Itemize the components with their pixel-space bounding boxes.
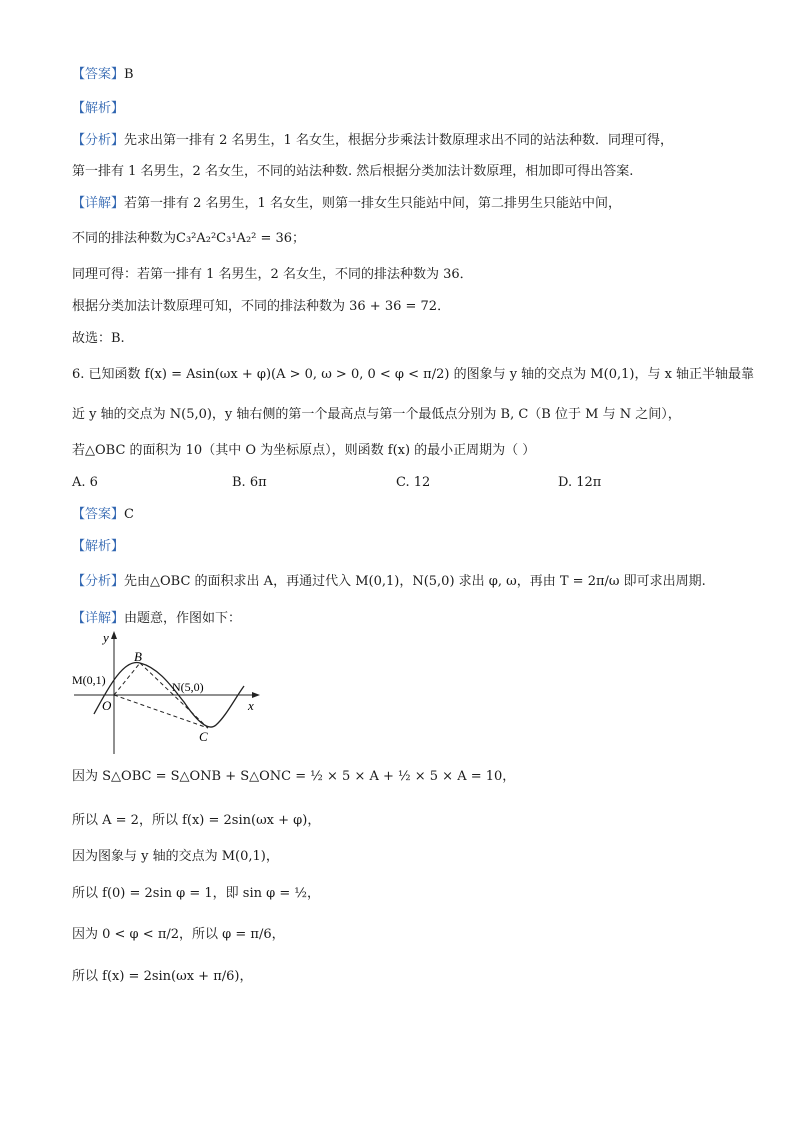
q5-answer-line bbox=[72, 66, 134, 84]
analysis-tag: 【解析】 bbox=[72, 539, 125, 554]
xiangjie-tag: 【详解】 bbox=[72, 611, 125, 626]
answer-value: B bbox=[124, 67, 134, 82]
q5-same-line: 同理可得：若第一排有 1 名男生，2 名女生，不同的排法种数为 36． bbox=[72, 267, 473, 282]
q6-fenxi-line bbox=[72, 573, 706, 591]
answer-tag: 【答案】 bbox=[72, 67, 125, 82]
q5-fenxi-line-1 bbox=[72, 132, 673, 150]
label-o: O bbox=[102, 698, 112, 713]
q6-analysis-heading bbox=[72, 538, 124, 556]
xiangjie-text: 若第一排有 2 名男生，1 名女生，则第一排女生只能站中间，第二排男生只能站中间， bbox=[124, 196, 621, 211]
q6-solution-line-3: 因为图象与 y 轴的交点为 M(0,1)， bbox=[72, 849, 279, 864]
xiangjie-text: 由题意，作图如下： bbox=[124, 611, 242, 626]
q6-answer-line bbox=[72, 506, 134, 524]
label-x: x bbox=[248, 698, 254, 713]
label-b: B bbox=[134, 649, 142, 664]
q6-solution-line-6: 所以 f(x) = 2sin(ωx + π/6)， bbox=[72, 969, 253, 984]
sine-graph-figure bbox=[68, 628, 268, 758]
y-axis-arrow bbox=[111, 631, 117, 639]
label-c: C bbox=[199, 729, 208, 744]
q5-sum-line: 根据分类加法计数原理可知，不同的排法种数为 36 + 36 = 72． bbox=[72, 299, 451, 314]
q6-stem-line-1: 6. 已知函数 f(x) = Asin(ωx + φ)(A > 0, ω > 0, 0 < φ < π/2) 的图象与 y 轴的交点为 M(0,1)，与 x 轴正半轴最靠 bbox=[72, 367, 755, 382]
label-y: y bbox=[103, 630, 109, 645]
xiangjie-tag: 【详解】 bbox=[72, 196, 125, 211]
q6-option-b: B. 6π bbox=[232, 475, 267, 490]
segment-ob bbox=[114, 663, 140, 695]
q5-fenxi-line-2: 第一排有 1 名男生，2 名女生，不同的站法种数. 然后根据分类加法计数原理，相加即可得出答案. bbox=[72, 164, 634, 179]
q6-solution-line-5: 因为 0 < φ < π/2，所以 φ = π/6， bbox=[72, 927, 285, 942]
q5-choose-line: 故选：B. bbox=[72, 331, 125, 346]
analysis-tag: 【解析】 bbox=[72, 101, 125, 116]
fenxi-tag: 【分析】 bbox=[72, 133, 125, 148]
label-m: M(0,1) bbox=[72, 673, 106, 687]
q5-count-line: 不同的排法种数为C₃²A₂²C₃¹A₂² = 36； bbox=[72, 231, 306, 246]
q6-stem-line-3: 若△OBC 的面积为 10（其中 O 为坐标原点），则函数 f(x) 的最小正周期为（ ） bbox=[72, 443, 536, 458]
q5-analysis-heading bbox=[72, 100, 124, 118]
q6-solution-line-1: 因为 S△OBC = S△ONB + S△ONC = ½ × 5 × A + ½ × 5 × A = 10， bbox=[72, 769, 516, 784]
q6-solution-line-4: 所以 f(0) = 2sin φ = 1，即 sin φ = ½， bbox=[72, 886, 320, 901]
fenxi-text: 先由△OBC 的面积求出 A，再通过代入 M(0,1)，N(5,0) 求出 φ, ω，再由 T = 2π/ω 即可求出周期. bbox=[124, 574, 706, 589]
fenxi-text: 先求出第一排有 2 名男生，1 名女生，根据分步乘法计数原理求出不同的站法种数．同理可得， bbox=[124, 133, 673, 148]
q6-solution-line-2: 所以 A = 2，所以 f(x) = 2sin(ωx + φ)， bbox=[72, 813, 321, 828]
answer-tag: 【答案】 bbox=[72, 507, 125, 522]
q6-option-c: C. 12 bbox=[396, 475, 431, 490]
segment-oc bbox=[114, 695, 208, 728]
answer-value: C bbox=[124, 507, 134, 522]
q6-xiangjie-line bbox=[72, 610, 241, 628]
fenxi-tag: 【分析】 bbox=[72, 574, 125, 589]
q6-option-d: D. 12π bbox=[558, 475, 602, 490]
q5-xiangjie-line bbox=[72, 195, 621, 213]
q6-option-a: A. 6 bbox=[72, 475, 98, 490]
q6-stem-line-2: 近 y 轴的交点为 N(5,0)，y 轴右侧的第一个最高点与第一个最低点分别为 B, C（B 位于 M 与 N 之间）， bbox=[72, 407, 681, 422]
label-n: N(5,0) bbox=[172, 680, 204, 694]
